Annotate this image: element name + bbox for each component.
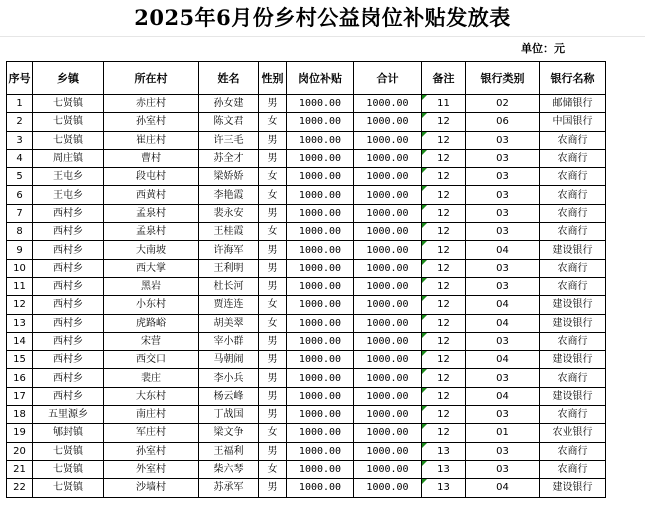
cell-gender[interactable]: 女 [259,113,287,131]
cell-bank-name[interactable]: 农商行 [540,406,606,424]
header-bank-type[interactable]: 银行类别 [466,62,540,95]
cell-total[interactable]: 1000.00 [354,241,422,259]
cell-remark[interactable]: 12 [422,241,466,259]
cell-town[interactable]: 七贤镇 [33,479,104,497]
cell-seq[interactable]: 13 [7,314,33,332]
cell-total[interactable]: 1000.00 [354,406,422,424]
table-row [7,314,606,332]
cell-bank-name[interactable]: 建设银行 [540,296,606,314]
cell-bank-name[interactable]: 中国银行 [540,113,606,131]
cell-seq[interactable]: 15 [7,351,33,369]
cell-village[interactable]: 曹村 [104,149,199,167]
cell-subsidy[interactable]: 1000.00 [287,314,354,332]
cell-total[interactable]: 1000.00 [354,460,422,478]
cell-total[interactable]: 1000.00 [354,186,422,204]
cell-gender[interactable]: 男 [259,351,287,369]
cell-name[interactable]: 贾连连 [199,296,259,314]
cell-gender[interactable]: 女 [259,314,287,332]
cell-subsidy[interactable]: 1000.00 [287,186,354,204]
cell-name[interactable]: 陈文君 [199,113,259,131]
cell-bank-type[interactable]: 03 [466,168,540,186]
table-row [7,131,606,149]
cell-remark[interactable]: 12 [422,332,466,350]
cell-bank-name[interactable]: 农商行 [540,186,606,204]
cell-subsidy[interactable]: 1000.00 [287,149,354,167]
table-row [7,113,606,131]
cell-seq[interactable]: 14 [7,332,33,350]
header-gender[interactable]: 性别 [259,62,287,95]
table-row [7,223,606,241]
cell-bank-type[interactable]: 04 [466,314,540,332]
cell-name[interactable]: 孙女建 [199,95,259,113]
cell-bank-name[interactable]: 农商行 [540,460,606,478]
table-row [7,204,606,222]
cell-village[interactable]: 沙墙村 [104,479,199,497]
table-row [7,442,606,460]
unit-row [0,36,645,61]
cell-town[interactable]: 西村乡 [33,369,104,387]
cell-name[interactable]: 苏承军 [199,479,259,497]
cell-subsidy[interactable]: 1000.00 [287,296,354,314]
cell-town[interactable]: 西村乡 [33,296,104,314]
cell-seq[interactable]: 20 [7,442,33,460]
cell-remark[interactable]: 12 [422,387,466,405]
cell-remark[interactable]: 12 [422,259,466,277]
cell-bank-name[interactable]: 农商行 [540,259,606,277]
cell-bank-name[interactable]: 农商行 [540,204,606,222]
cell-bank-type[interactable]: 03 [466,131,540,149]
cell-total[interactable]: 1000.00 [354,149,422,167]
cell-seq[interactable]: 17 [7,387,33,405]
cell-bank-type[interactable]: 04 [466,351,540,369]
cell-remark[interactable]: 12 [422,186,466,204]
cell-gender[interactable]: 男 [259,241,287,259]
cell-bank-name[interactable]: 建设银行 [540,241,606,259]
cell-bank-type[interactable]: 01 [466,424,540,442]
table-row [7,369,606,387]
table-row [7,387,606,405]
cell-gender[interactable]: 女 [259,296,287,314]
cell-subsidy[interactable]: 1000.00 [287,113,354,131]
table-row [7,479,606,497]
cell-bank-type[interactable]: 03 [466,460,540,478]
cell-bank-name[interactable]: 农商行 [540,369,606,387]
cell-village[interactable]: 孟泉村 [104,223,199,241]
cell-bank-type[interactable]: 04 [466,387,540,405]
cell-subsidy[interactable]: 1000.00 [287,332,354,350]
cell-subsidy[interactable]: 1000.00 [287,442,354,460]
cell-town[interactable]: 西村乡 [33,204,104,222]
cell-seq[interactable]: 12 [7,296,33,314]
cell-seq[interactable]: 11 [7,277,33,295]
table-row [7,351,606,369]
cell-village[interactable]: 崔庄村 [104,131,199,149]
cell-name[interactable]: 李艳霞 [199,186,259,204]
cell-name[interactable]: 丁战国 [199,406,259,424]
cell-gender[interactable]: 女 [259,186,287,204]
cell-bank-type[interactable]: 06 [466,113,540,131]
cell-village[interactable]: 西黄村 [104,186,199,204]
cell-total[interactable]: 1000.00 [354,131,422,149]
cell-bank-name[interactable]: 农商行 [540,442,606,460]
cell-village[interactable]: 小东村 [104,296,199,314]
cell-village[interactable]: 孙室村 [104,113,199,131]
cell-subsidy[interactable]: 1000.00 [287,460,354,478]
cell-town[interactable]: 王屯乡 [33,186,104,204]
cell-village[interactable]: 西大掌 [104,259,199,277]
cell-town[interactable]: 七贤镇 [33,460,104,478]
cell-village[interactable]: 大南坡 [104,241,199,259]
cell-village[interactable]: 孙室村 [104,442,199,460]
cell-bank-name[interactable]: 农业银行 [540,424,606,442]
cell-village[interactable]: 宋营 [104,332,199,350]
cell-village[interactable]: 军庄村 [104,424,199,442]
subsidy-table [6,61,606,498]
cell-name[interactable]: 杨云峰 [199,387,259,405]
cell-gender[interactable]: 男 [259,479,287,497]
cell-seq[interactable]: 1 [7,95,33,113]
cell-total[interactable]: 1000.00 [354,479,422,497]
cell-subsidy[interactable]: 1000.00 [287,168,354,186]
cell-bank-name[interactable]: 农商行 [540,131,606,149]
table-row [7,95,606,113]
cell-village[interactable]: 孟泉村 [104,204,199,222]
cell-remark[interactable]: 12 [422,296,466,314]
cell-remark[interactable]: 12 [422,204,466,222]
cell-name[interactable]: 许三毛 [199,131,259,149]
cell-gender[interactable]: 女 [259,424,287,442]
header-name[interactable]: 姓名 [199,62,259,95]
cell-bank-type[interactable]: 03 [466,332,540,350]
cell-name[interactable]: 李小兵 [199,369,259,387]
cell-bank-type[interactable]: 03 [466,204,540,222]
cell-subsidy[interactable]: 1000.00 [287,223,354,241]
cell-remark[interactable]: 12 [422,223,466,241]
header-remark[interactable]: 备注 [422,62,466,95]
cell-bank-name[interactable]: 建设银行 [540,387,606,405]
cell-name[interactable]: 王福利 [199,442,259,460]
header-village[interactable]: 所在村 [104,62,199,95]
cell-gender[interactable]: 男 [259,387,287,405]
cell-seq[interactable]: 9 [7,241,33,259]
cell-name[interactable]: 梁文争 [199,424,259,442]
cell-total[interactable]: 1000.00 [354,277,422,295]
cell-subsidy[interactable]: 1000.00 [287,204,354,222]
cell-gender[interactable]: 男 [259,131,287,149]
cell-total[interactable]: 1000.00 [354,223,422,241]
cell-remark[interactable]: 13 [422,479,466,497]
cell-name[interactable]: 梁娇娇 [199,168,259,186]
table-row [7,149,606,167]
cell-subsidy[interactable]: 1000.00 [287,351,354,369]
cell-town[interactable]: 西村乡 [33,332,104,350]
cell-town[interactable]: 七贤镇 [33,131,104,149]
cell-name[interactable]: 苏全才 [199,149,259,167]
cell-bank-type[interactable]: 04 [466,241,540,259]
cell-remark[interactable]: 12 [422,277,466,295]
table-body [7,95,606,498]
cell-remark[interactable]: 12 [422,131,466,149]
cell-village[interactable]: 段屯村 [104,168,199,186]
table-row [7,406,606,424]
cell-gender[interactable]: 男 [259,149,287,167]
cell-bank-name[interactable]: 建设银行 [540,479,606,497]
cell-village[interactable]: 黑岩 [104,277,199,295]
cell-town[interactable]: 西村乡 [33,259,104,277]
cell-bank-type[interactable]: 03 [466,223,540,241]
cell-bank-name[interactable]: 农商行 [540,277,606,295]
cell-bank-name[interactable]: 邮储银行 [540,95,606,113]
cell-bank-name[interactable]: 建设银行 [540,351,606,369]
cell-village[interactable]: 裴庄 [104,369,199,387]
cell-gender[interactable]: 男 [259,406,287,424]
cell-total[interactable]: 1000.00 [354,204,422,222]
table-row [7,277,606,295]
cell-subsidy[interactable]: 1000.00 [287,479,354,497]
cell-seq[interactable]: 22 [7,479,33,497]
table-row [7,168,606,186]
table-row [7,241,606,259]
cell-remark[interactable]: 11 [422,95,466,113]
cell-bank-type[interactable]: 03 [466,442,540,460]
cell-town[interactable]: 七贤镇 [33,113,104,131]
cell-name[interactable]: 柴六琴 [199,460,259,478]
table-row [7,460,606,478]
cell-town[interactable]: 西村乡 [33,387,104,405]
cell-remark[interactable]: 12 [422,369,466,387]
cell-remark[interactable]: 12 [422,113,466,131]
cell-bank-type[interactable]: 03 [466,369,540,387]
cell-name[interactable]: 许海军 [199,241,259,259]
cell-town[interactable]: 西村乡 [33,241,104,259]
cell-town[interactable]: 七贤镇 [33,442,104,460]
cell-bank-name[interactable]: 农商行 [540,332,606,350]
cell-gender[interactable]: 男 [259,332,287,350]
cell-gender[interactable]: 男 [259,369,287,387]
cell-village[interactable]: 赤庄村 [104,95,199,113]
cell-total[interactable]: 1000.00 [354,387,422,405]
cell-seq[interactable]: 3 [7,131,33,149]
cell-name[interactable]: 胡美翠 [199,314,259,332]
cell-town[interactable]: 周庄镇 [33,149,104,167]
cell-name[interactable]: 马朝闹 [199,351,259,369]
cell-total[interactable]: 1000.00 [354,168,422,186]
cell-seq[interactable]: 7 [7,204,33,222]
cell-seq[interactable]: 21 [7,460,33,478]
cell-name[interactable]: 杜长河 [199,277,259,295]
header-total[interactable]: 合计 [354,62,422,95]
cell-town[interactable]: 郇封镇 [33,424,104,442]
cell-total[interactable]: 1000.00 [354,442,422,460]
cell-seq[interactable]: 6 [7,186,33,204]
cell-subsidy[interactable]: 1000.00 [287,406,354,424]
cell-subsidy[interactable]: 1000.00 [287,369,354,387]
cell-total[interactable]: 1000.00 [354,296,422,314]
cell-subsidy[interactable]: 1000.00 [287,259,354,277]
cell-total[interactable]: 1000.00 [354,113,422,131]
cell-town[interactable]: 七贤镇 [33,95,104,113]
cell-town[interactable]: 西村乡 [33,314,104,332]
cell-bank-type[interactable]: 03 [466,259,540,277]
header-subsidy[interactable]: 岗位补贴 [287,62,354,95]
unit-label: 单位：元 [521,42,565,55]
cell-remark[interactable]: 12 [422,314,466,332]
cell-village[interactable]: 大东村 [104,387,199,405]
cell-town[interactable]: 五里源乡 [33,406,104,424]
header-bank-name[interactable]: 银行名称 [540,62,606,95]
cell-bank-name[interactable]: 建设银行 [540,314,606,332]
cell-remark[interactable]: 13 [422,460,466,478]
cell-subsidy[interactable]: 1000.00 [287,277,354,295]
cell-village[interactable]: 南庄村 [104,406,199,424]
cell-bank-name[interactable]: 农商行 [540,149,606,167]
cell-remark[interactable]: 12 [422,406,466,424]
cell-village[interactable]: 西交口 [104,351,199,369]
cell-subsidy[interactable]: 1000.00 [287,95,354,113]
cell-gender[interactable]: 男 [259,277,287,295]
cell-bank-name[interactable]: 农商行 [540,223,606,241]
cell-town[interactable]: 王屯乡 [33,168,104,186]
cell-bank-type[interactable]: 03 [466,186,540,204]
cell-gender[interactable]: 男 [259,259,287,277]
table-row [7,259,606,277]
header-row [7,62,606,95]
cell-remark[interactable]: 12 [422,351,466,369]
cell-seq[interactable]: 16 [7,369,33,387]
cell-total[interactable]: 1000.00 [354,259,422,277]
cell-remark[interactable]: 12 [422,168,466,186]
cell-gender[interactable]: 女 [259,460,287,478]
cell-seq[interactable]: 10 [7,259,33,277]
cell-town[interactable]: 西村乡 [33,351,104,369]
cell-seq[interactable]: 4 [7,149,33,167]
cell-subsidy[interactable]: 1000.00 [287,241,354,259]
cell-total[interactable]: 1000.00 [354,369,422,387]
cell-total[interactable]: 1000.00 [354,95,422,113]
cell-total[interactable]: 1000.00 [354,424,422,442]
cell-name[interactable]: 王桂霞 [199,223,259,241]
cell-gender[interactable]: 男 [259,442,287,460]
cell-gender[interactable]: 女 [259,168,287,186]
table-row [7,332,606,350]
cell-gender[interactable]: 男 [259,95,287,113]
cell-village[interactable]: 虎路峪 [104,314,199,332]
cell-town[interactable]: 西村乡 [33,277,104,295]
table-row [7,296,606,314]
cell-seq[interactable]: 5 [7,168,33,186]
cell-gender[interactable]: 男 [259,204,287,222]
cell-village[interactable]: 外室村 [104,460,199,478]
cell-name[interactable]: 宰小群 [199,332,259,350]
cell-total[interactable]: 1000.00 [354,314,422,332]
cell-name[interactable]: 王利明 [199,259,259,277]
cell-seq[interactable]: 2 [7,113,33,131]
cell-bank-type[interactable]: 03 [466,149,540,167]
cell-remark[interactable]: 13 [422,442,466,460]
header-seq[interactable]: 序号 [7,62,33,95]
cell-remark[interactable]: 12 [422,424,466,442]
cell-bank-type[interactable]: 02 [466,95,540,113]
cell-remark[interactable]: 12 [422,149,466,167]
cell-bank-type[interactable]: 03 [466,406,540,424]
cell-subsidy[interactable]: 1000.00 [287,424,354,442]
sheet-title: 2025年6月份乡村公益岗位补贴发放表 [134,5,511,30]
table-row [7,186,606,204]
cell-subsidy[interactable]: 1000.00 [287,131,354,149]
cell-town[interactable]: 西村乡 [33,223,104,241]
cell-bank-type[interactable]: 04 [466,296,540,314]
cell-bank-name[interactable]: 农商行 [540,168,606,186]
cell-subsidy[interactable]: 1000.00 [287,387,354,405]
cell-seq[interactable]: 18 [7,406,33,424]
cell-bank-type[interactable]: 04 [466,479,540,497]
cell-gender[interactable]: 女 [259,223,287,241]
header-town[interactable]: 乡镇 [33,62,104,95]
cell-total[interactable]: 1000.00 [354,351,422,369]
cell-name[interactable]: 裴永安 [199,204,259,222]
cell-seq[interactable]: 19 [7,424,33,442]
cell-total[interactable]: 1000.00 [354,332,422,350]
cell-seq[interactable]: 8 [7,223,33,241]
table-row [7,424,606,442]
cell-bank-type[interactable]: 03 [466,277,540,295]
